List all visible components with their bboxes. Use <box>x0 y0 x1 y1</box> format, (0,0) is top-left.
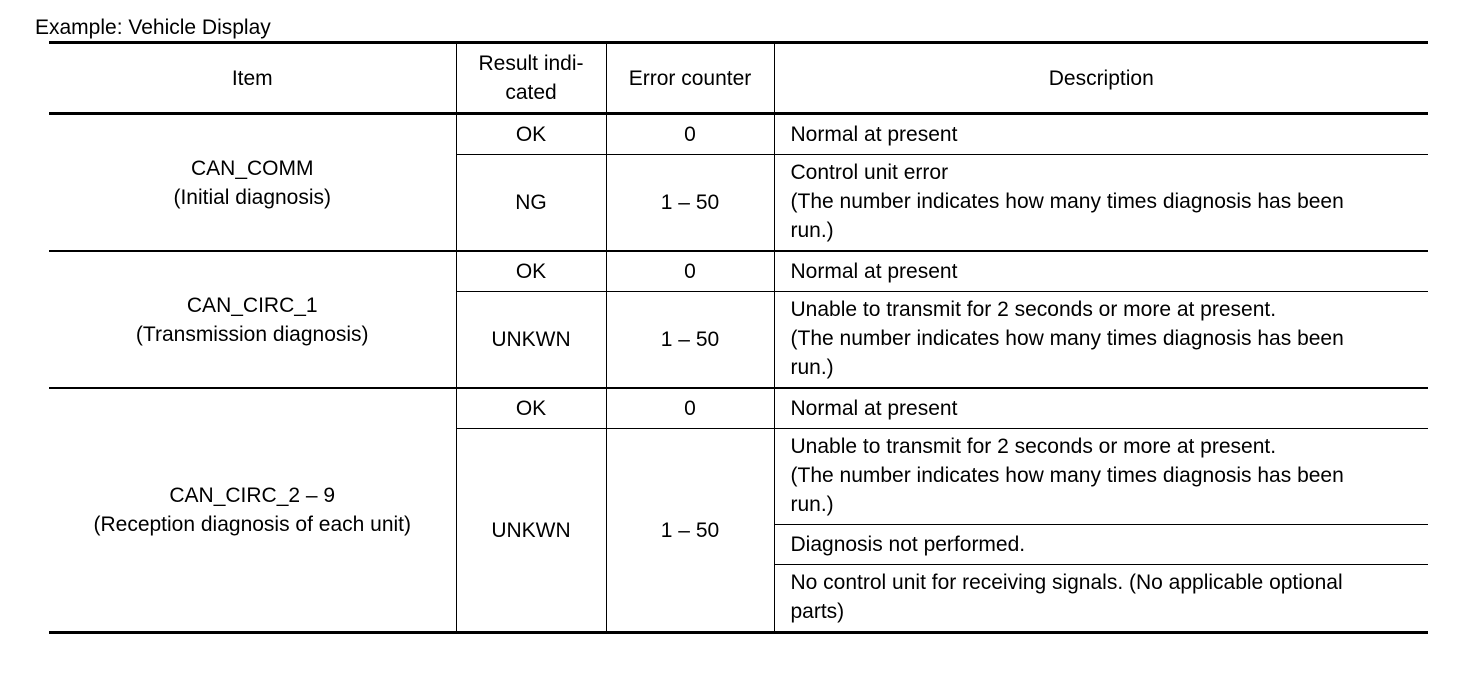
description-line: No control unit for receiving signals. (No applicable optional <box>790 571 1343 594</box>
description-cell <box>774 388 1428 429</box>
description-line: Unable to transmit for 2 seconds or more at present. <box>790 435 1277 458</box>
description-line: Normal at present <box>790 397 958 420</box>
description-cell <box>774 525 1428 565</box>
result-cell: NG <box>456 155 606 252</box>
error-counter-cell: 1 – 50 <box>606 155 774 252</box>
item-name: CAN_CIRC_2 – 9 <box>169 484 336 507</box>
header-result <box>456 43 606 114</box>
error-counter-cell: 0 <box>606 251 774 292</box>
table-header-row <box>49 43 1428 114</box>
result-cell: OK <box>456 251 606 292</box>
result-cell: UNKWN <box>456 429 606 633</box>
result-cell: OK <box>456 388 606 429</box>
description-line: (The number indicates how many times diagnosis has been <box>790 464 1344 487</box>
description-line: Normal at present <box>790 123 958 146</box>
description-cell <box>774 155 1428 252</box>
description-line: Control unit error <box>790 161 949 184</box>
item-subtitle: (Reception diagnosis of each unit) <box>93 513 412 536</box>
description-line: Normal at present <box>790 260 958 283</box>
table-row <box>49 114 1428 155</box>
description-cell <box>774 251 1428 292</box>
header-result-line2: cated <box>505 81 557 104</box>
result-cell: OK <box>456 114 606 155</box>
table-row <box>49 251 1428 292</box>
diagnosis-table <box>49 41 1428 634</box>
error-counter-cell: 0 <box>606 388 774 429</box>
item-name: CAN_CIRC_1 <box>186 293 318 317</box>
error-counter-cell: 1 – 50 <box>606 429 774 633</box>
table-row <box>49 388 1428 429</box>
header-item: Item <box>231 66 273 90</box>
description-cell <box>774 429 1428 525</box>
error-counter-cell: 0 <box>606 114 774 155</box>
header-error-counter: Error counter <box>606 43 774 114</box>
description-line: Diagnosis not performed. <box>790 533 1026 556</box>
item-cell <box>49 388 456 633</box>
description-line: run.) <box>790 219 834 242</box>
description-line: parts) <box>790 600 845 623</box>
description-cell <box>774 292 1428 389</box>
item-subtitle: (Transmission diagnosis) <box>135 322 369 346</box>
description-line: Unable to transmit for 2 seconds or more at present. <box>790 298 1277 321</box>
header-description: Description <box>774 43 1428 114</box>
table-caption: Example: Vehicle Display <box>35 16 271 39</box>
description-line: run.) <box>790 493 834 516</box>
item-cell <box>49 114 456 252</box>
item-subtitle: (Initial diagnosis) <box>173 185 332 209</box>
item-name: CAN_COMM <box>190 156 314 180</box>
description-cell <box>774 565 1428 633</box>
description-cell <box>774 114 1428 155</box>
description-line: (The number indicates how many times diagnosis has been <box>790 190 1344 213</box>
header-result-line1: Result indi- <box>478 52 584 75</box>
error-counter-cell: 1 – 50 <box>606 292 774 389</box>
description-line: (The number indicates how many times diagnosis has been <box>790 327 1344 350</box>
result-cell: UNKWN <box>456 292 606 389</box>
description-line: run.) <box>790 356 834 379</box>
item-cell <box>49 251 456 388</box>
